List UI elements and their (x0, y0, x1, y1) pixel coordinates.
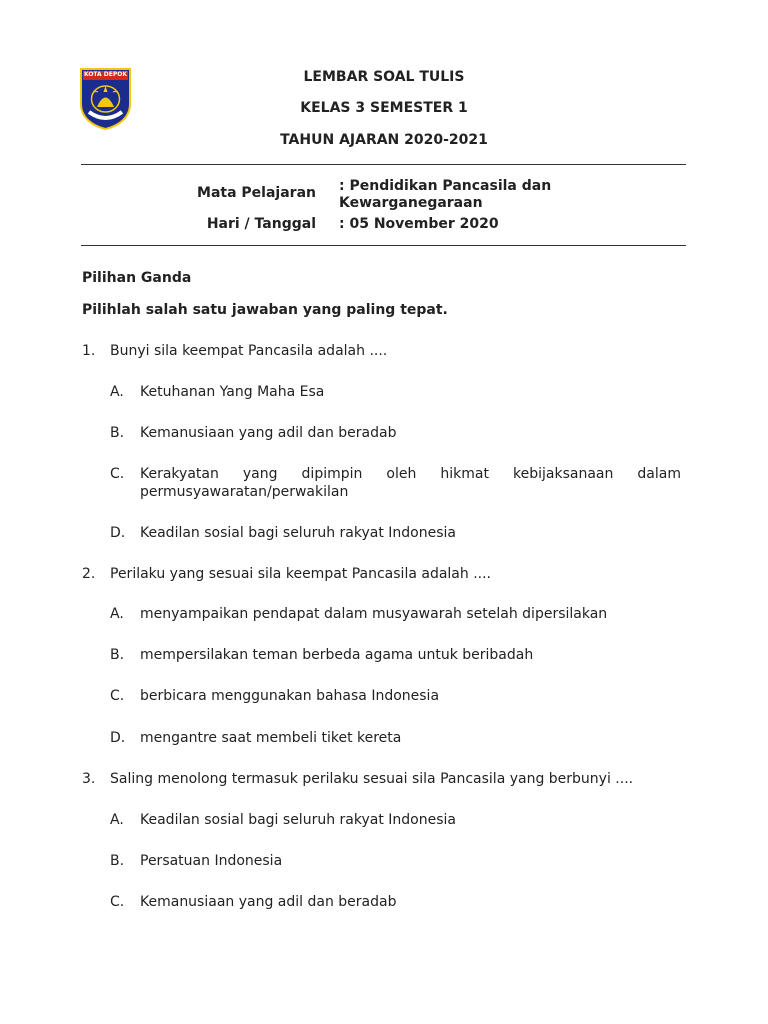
option-text: mempersilakan teman berbeda agama untuk beribadah (140, 647, 534, 663)
option-word: yang (242, 466, 278, 482)
option-word: dipimpin (301, 466, 363, 482)
option-letter: B. (110, 647, 125, 663)
option-text: menyampaikan pendapat dalam musyawarah setelah dipersilakan (140, 606, 608, 622)
option-letter: A. (110, 606, 124, 622)
question-text: Perilaku yang sesuai sila keempat Pancasila adalah .... (110, 566, 492, 582)
option-text: Persatuan Indonesia (140, 853, 283, 869)
question-text: Bunyi sila keempat Pancasila adalah .... (110, 343, 388, 359)
option-text: Kemanusiaan yang adil dan beradab (140, 425, 397, 441)
option-letter: C. (110, 894, 125, 910)
option-word: hikmat (440, 466, 489, 482)
option-letter: A. (110, 384, 124, 400)
class-semester: KELAS 3 SEMESTER 1 (300, 100, 468, 116)
option-text: Keadilan sosial bagi seluruh rakyat Indonesia (140, 812, 456, 828)
option-text-line2: permusyawaratan/perwakilan (140, 484, 349, 500)
option-letter: C. (110, 688, 125, 704)
option-text-justified (140, 466, 681, 482)
subject-label: Mata Pelajaran (197, 185, 316, 201)
option-text: Keadilan sosial bagi seluruh rakyat Indonesia (140, 525, 456, 541)
header-divider-top (81, 164, 686, 165)
question-number: 3. (82, 771, 96, 787)
section-instruction: Pilihlah salah satu jawaban yang paling tepat. (82, 302, 448, 318)
option-letter: B. (110, 853, 125, 869)
logo-banner-text: KOTA DEPOK (83, 71, 128, 78)
subject-value-line2: Kewarganegaraan (339, 195, 483, 211)
option-letter: D. (110, 730, 126, 746)
option-word: dalam (637, 466, 681, 482)
date-label: Hari / Tanggal (206, 216, 316, 232)
option-text: mengantre saat membeli tiket kereta (140, 730, 402, 746)
option-word: Kerakyatan (140, 466, 219, 482)
subject-value-line1: : Pendidikan Pancasila dan (339, 178, 552, 194)
option-word: oleh (386, 466, 417, 482)
date-value: : 05 November 2020 (339, 216, 499, 232)
question-number: 1. (82, 343, 96, 359)
option-letter: D. (110, 525, 126, 541)
option-letter: B. (110, 425, 125, 441)
subject-value (339, 178, 639, 212)
option-letter: C. (110, 466, 125, 482)
question-number: 2. (82, 566, 96, 582)
option-letter: A. (110, 812, 124, 828)
option-text: Ketuhanan Yang Maha Esa (140, 384, 325, 400)
option-word: kebijaksanaan (513, 466, 614, 482)
school-year: TAHUN AJARAN 2020-2021 (280, 132, 488, 148)
header-divider-bottom (81, 245, 686, 246)
section-title: Pilihan Ganda (82, 270, 192, 286)
document-title: LEMBAR SOAL TULIS (303, 69, 465, 85)
option-text: Kemanusiaan yang adil dan beradab (140, 894, 397, 910)
question-text: Saling menolong termasuk perilaku sesuai sila Pancasila yang berbunyi .... (110, 771, 634, 787)
option-text: berbicara menggunakan bahasa Indonesia (140, 688, 440, 704)
